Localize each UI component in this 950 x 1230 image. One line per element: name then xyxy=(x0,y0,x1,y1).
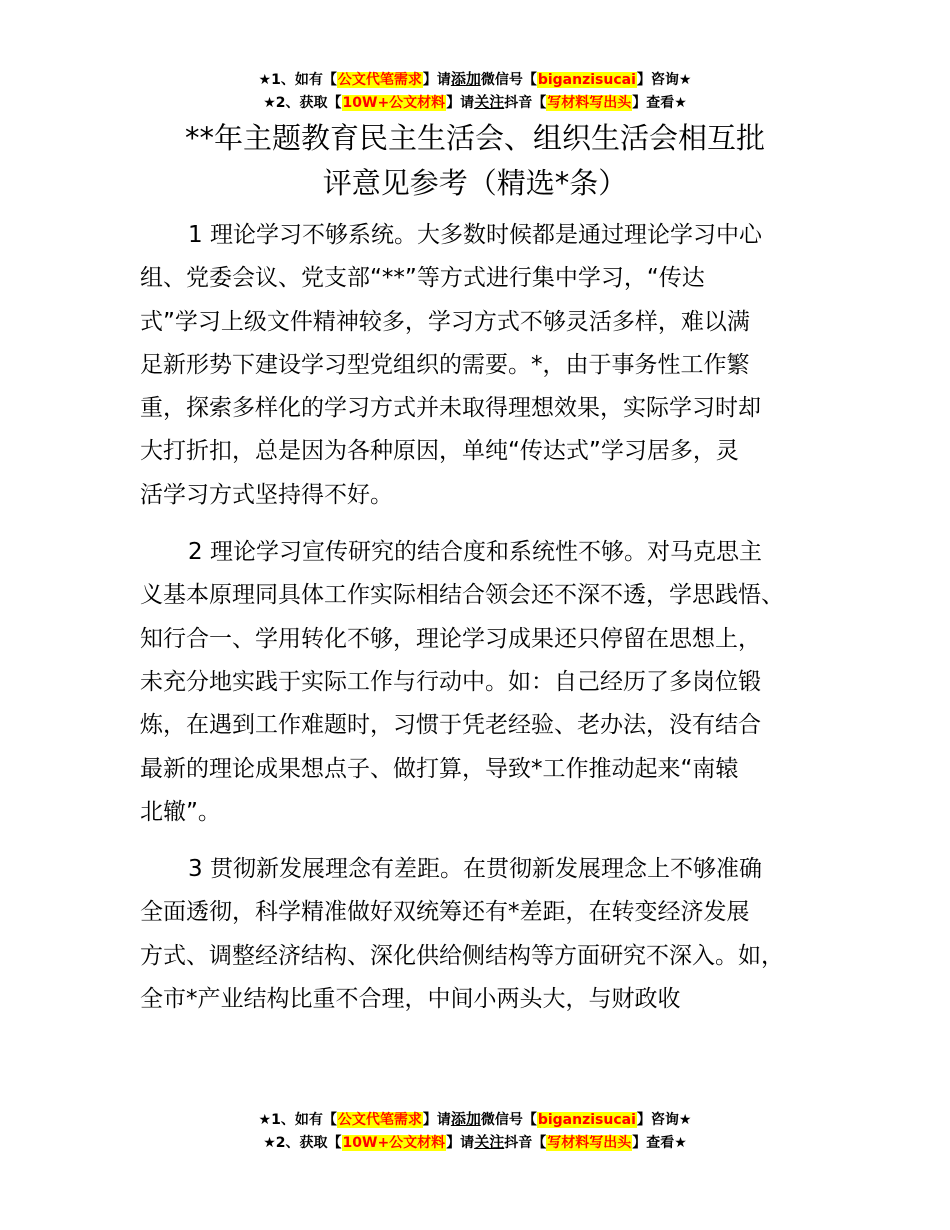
footer-highlight-douyin: 写材料写出头 xyxy=(547,1135,632,1151)
banner-highlight-douyin: 写材料写出头 xyxy=(547,95,632,111)
footer-highlight-materials: 10W+公文材料 xyxy=(342,1135,446,1151)
title-line-1: **年主题教育民主生活会、组织生活会相互批 xyxy=(184,121,765,155)
text-line: 式”学习上级文件精神较多，学习方式不够灵活多样，难以满 xyxy=(140,308,750,335)
footer-highlight-wechat: biganzisucai xyxy=(537,1112,636,1128)
text-line: 方式、调整经济结构、深化供给侧结构等方面研究不深入。如， xyxy=(140,942,784,969)
paragraph-1 xyxy=(140,214,830,517)
banner-highlight-materials: 10W+公文材料 xyxy=(342,95,446,111)
banner-highlight-wechat: biganzisucai xyxy=(537,72,636,88)
text-line: 1 理论学习不够系统。大多数时候都是通过理论学习中心 xyxy=(188,222,762,248)
text-line: 3 贯彻新发展理念有差距。在贯彻新发展理念上不够准确 xyxy=(188,856,762,883)
footer-banner-line-2: ★2、获取【10W+公文材料】请关注抖音【写材料写出头】查看★ xyxy=(263,1133,687,1151)
text-line: 足新形势下建设学习型党组织的需要。*，由于事务性工作繁 xyxy=(140,351,750,378)
text-line: 未充分地实践于实际工作与行动中。如：自己经历了多岗位锻 xyxy=(140,668,761,695)
banner-highlight-service: 公文代笔需求 xyxy=(337,72,422,88)
header-banner xyxy=(0,68,950,114)
text-line: 全市*产业结构比重不合理，中间小两头大，与财政收 xyxy=(140,986,681,1013)
footer-banner xyxy=(0,1108,950,1154)
document-body xyxy=(140,214,830,1035)
footer-banner-line-1: ★1、如有【公文代笔需求】请添加微信号【biganzisucai】咨询★ xyxy=(258,1110,692,1128)
banner-line-1: ★1、如有【公文代笔需求】请添加微信号【biganzisucai】咨询★ xyxy=(258,70,692,88)
document-title xyxy=(0,116,950,206)
paragraph-2 xyxy=(140,531,830,834)
banner-line-2: ★2、获取【10W+公文材料】请关注抖音【写材料写出头】查看★ xyxy=(263,93,687,111)
text-line: 北辙”。 xyxy=(140,798,221,825)
text-line: 最新的理论成果想点子、做打算，导致*工作推动起来“南辕 xyxy=(140,755,739,782)
title-line-2: 评意见参考（精选*条） xyxy=(322,166,628,200)
text-line: 大打折扣，总是因为各种原因，单纯“传达式”学习居多，灵 xyxy=(140,438,739,465)
text-line: 义基本原理同具体工作实际相结合领会还不深不透，学思践悟、 xyxy=(140,582,784,609)
footer-highlight-service: 公文代笔需求 xyxy=(337,1112,422,1128)
text-line: 重，探索多样化的学习方式并未取得理想效果，实际学习时却 xyxy=(140,395,761,422)
text-line: 组、党委会议、党支部“**”等方式进行集中学习，“传达 xyxy=(140,265,705,292)
text-line: 2 理论学习宣传研究的结合度和系统性不够。对马克思主 xyxy=(188,539,762,566)
text-line: 活学习方式坚持得不好。 xyxy=(140,481,393,508)
text-line: 全面透彻，科学精准做好双统筹还有*差距，在转变经济发展 xyxy=(140,899,750,926)
text-line: 知行合一、学用转化不够，理论学习成果还只停留在思想上， xyxy=(140,625,761,652)
text-line: 炼，在遇到工作难题时，习惯于凭老经验、老办法，没有结合 xyxy=(140,712,761,739)
paragraph-3 xyxy=(140,848,830,1021)
